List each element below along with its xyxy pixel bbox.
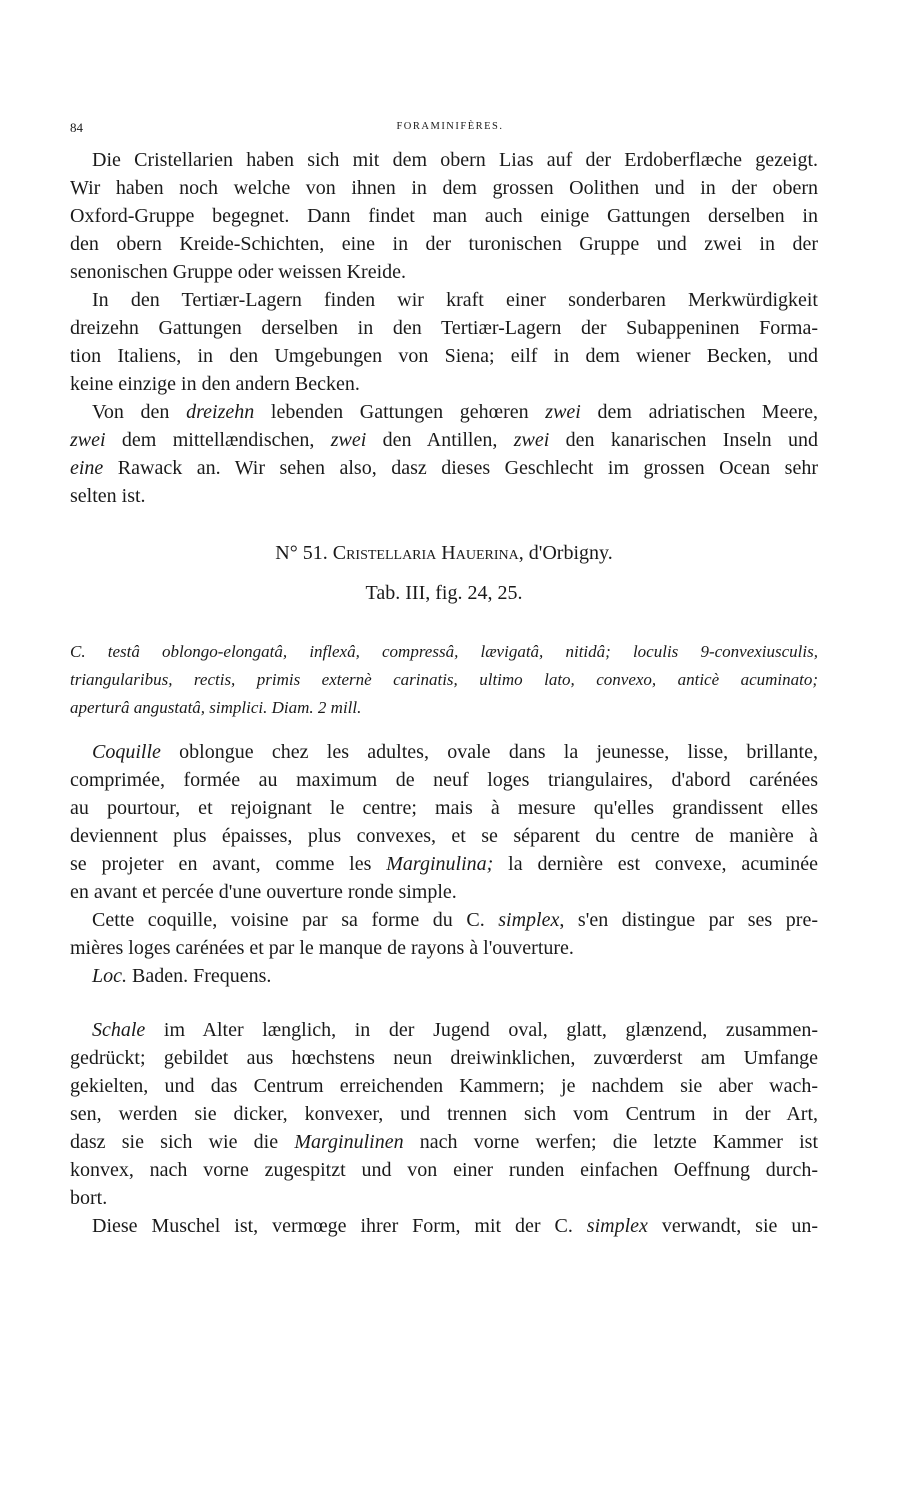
german-intro-paragraph-2 xyxy=(70,286,818,398)
text-run: la dernière est convexe, acuminée xyxy=(493,853,818,875)
text-run: den kanarischen Inseln und xyxy=(549,429,818,451)
text-line xyxy=(70,1128,818,1156)
locality-label: Loc. xyxy=(92,965,127,987)
text-run: dasz sie sich wie die xyxy=(70,1131,295,1153)
italic-run: zwei xyxy=(513,429,550,451)
text-line: bort. xyxy=(70,1187,108,1209)
text-line: Die Cristellarien haben sich mit dem obern Lias auf der Erdoberflæche gezeigt. xyxy=(92,149,818,171)
text-run: lebenden Gattungen gehœren xyxy=(254,401,546,423)
text-line xyxy=(70,738,818,766)
text-line: tion Italiens, in den Umgebungen von Siena; eilf in dem wiener Becken, und xyxy=(70,345,818,367)
french-description-paragraph-2 xyxy=(70,906,818,990)
text-line: en avant et percée d'une ouverture ronde simple. xyxy=(70,881,457,903)
text-line: den obern Kreide-Schichten, eine in der turonischen Gruppe und zwei in der xyxy=(70,233,818,255)
text-line: C. testâ oblongo-elongatâ, inflexâ, compressâ, lævigatâ, nitidâ; loculis 9-convexiusculis, xyxy=(70,642,818,661)
italic-run: simplex xyxy=(498,909,560,931)
locality-line xyxy=(70,962,818,990)
text-line: deviennent plus épaisses, plus convexes, et se séparent du centre de manière à xyxy=(70,825,818,847)
plate-reference: Tab. III, fig. 24, 25. xyxy=(365,582,523,604)
text-line: In den Tertiær-Lagern finden wir kraft einer sonderbaren Merkwürdigkeit xyxy=(92,289,818,311)
german-description-paragraph-1 xyxy=(70,1016,818,1212)
text-line: mières loges carénées et par le manque de rayons à l'ouverture. xyxy=(70,937,574,959)
species-name: Hauerina xyxy=(441,542,519,564)
italic-run: dreizehn xyxy=(186,401,255,423)
italic-run: Marginulinen xyxy=(294,1131,404,1153)
german-description-paragraph-2 xyxy=(70,1212,818,1240)
italic-run: eine xyxy=(70,457,104,479)
text-run: Von den xyxy=(92,401,187,423)
species-genus: Cristellaria xyxy=(332,542,437,564)
italic-run: zwei xyxy=(330,429,367,451)
page-number: 84 xyxy=(70,120,83,135)
latin-diagnosis xyxy=(70,638,818,722)
text-line: gedrückt; gebildet aus hœchstens neun dreiwinklichen, zuvœrderst am Umfange xyxy=(70,1047,818,1069)
species-number: N° 51. xyxy=(275,542,328,564)
text-run: den Antillen, xyxy=(366,429,514,451)
text-line: dreizehn Gattungen derselben in den Tertiær-Lagern der Subappeninen Forma- xyxy=(70,317,818,339)
text-line xyxy=(70,906,818,934)
text-line xyxy=(70,850,818,878)
text-line: triangularibus, rectis, primis externè carinatis, ultimo lato, convexo, anticè acuminato; xyxy=(70,670,818,689)
text-run: se projeter en avant, comme les xyxy=(70,853,387,875)
italic-run: Schale xyxy=(92,1019,146,1041)
text-run: im Alter længlich, in der Jugend oval, glatt, glænzend, zusammen- xyxy=(145,1019,818,1041)
text-line: sen, werden sie dicker, konvexer, und trennen sich vom Centrum in der Art, xyxy=(70,1103,818,1125)
text-line: keine einzige in den andern Becken. xyxy=(70,373,360,395)
text-run: , s'en distingue par ses pre- xyxy=(559,909,818,931)
text-line: gekielten, und das Centrum erreichenden Kammern; je nachdem sie aber wach- xyxy=(70,1075,818,1097)
species-author: , d'Orbigny. xyxy=(518,542,613,564)
text-line xyxy=(70,398,818,426)
french-description-paragraph-1 xyxy=(70,738,818,906)
text-line: Oxford-Gruppe begegnet. Dann findet man auch einige Gattungen derselben in xyxy=(70,205,818,227)
text-line: Wir haben noch welche von ihnen in dem grossen Oolithen und in der obern xyxy=(70,177,818,199)
text-line: comprimée, formée au maximum de neuf loges triangulaires, d'abord carénées xyxy=(70,769,818,791)
species-heading xyxy=(70,542,818,565)
running-title: FORAMINIFÈRES. xyxy=(396,121,504,132)
text-line: konvex, nach vorne zugespitzt und von einer runden einfachen Oeffnung durch- xyxy=(70,1159,818,1181)
text-run: Rawack an. Wir sehen also, dasz dieses Geschlecht im grossen Ocean sehr xyxy=(103,457,818,479)
text-run: dem mittellændischen, xyxy=(105,429,331,451)
text-line: selten ist. xyxy=(70,485,146,507)
text-line xyxy=(70,1016,818,1044)
italic-run: Coquille xyxy=(92,741,161,763)
text-run: oblongue chez les adultes, ovale dans la jeunesse, lisse, brillante, xyxy=(160,741,818,763)
german-intro-paragraph-1 xyxy=(70,146,818,286)
text-line xyxy=(70,454,818,482)
text-line: au pourtour, et rejoignant le centre; mais à mesure qu'elles grandissent elles xyxy=(70,797,818,819)
german-intro-paragraph-3 xyxy=(70,398,818,510)
text-line: aperturâ angustatâ, simplici. Diam. 2 mill. xyxy=(70,698,362,717)
text-run: Cette coquille, voisine par sa forme du C. xyxy=(92,909,499,931)
locality-text: Baden. Frequens. xyxy=(127,965,272,987)
italic-run: Marginulina; xyxy=(386,853,494,875)
italic-run: simplex xyxy=(586,1215,648,1237)
text-run: Diese Muschel ist, vermœge ihrer Form, mit der C. xyxy=(92,1215,587,1237)
text-line xyxy=(70,426,818,454)
page-header xyxy=(70,120,830,140)
text-run: verwandt, sie un- xyxy=(647,1215,818,1237)
text-line xyxy=(70,1212,818,1240)
text-line: senonischen Gruppe oder weissen Kreide. xyxy=(70,261,407,283)
text-run: dem adriatischen Meere, xyxy=(580,401,818,423)
italic-run: zwei xyxy=(70,429,106,451)
italic-run: zwei xyxy=(545,401,581,423)
text-run: nach vorne werfen; die letzte Kammer ist xyxy=(403,1131,819,1153)
